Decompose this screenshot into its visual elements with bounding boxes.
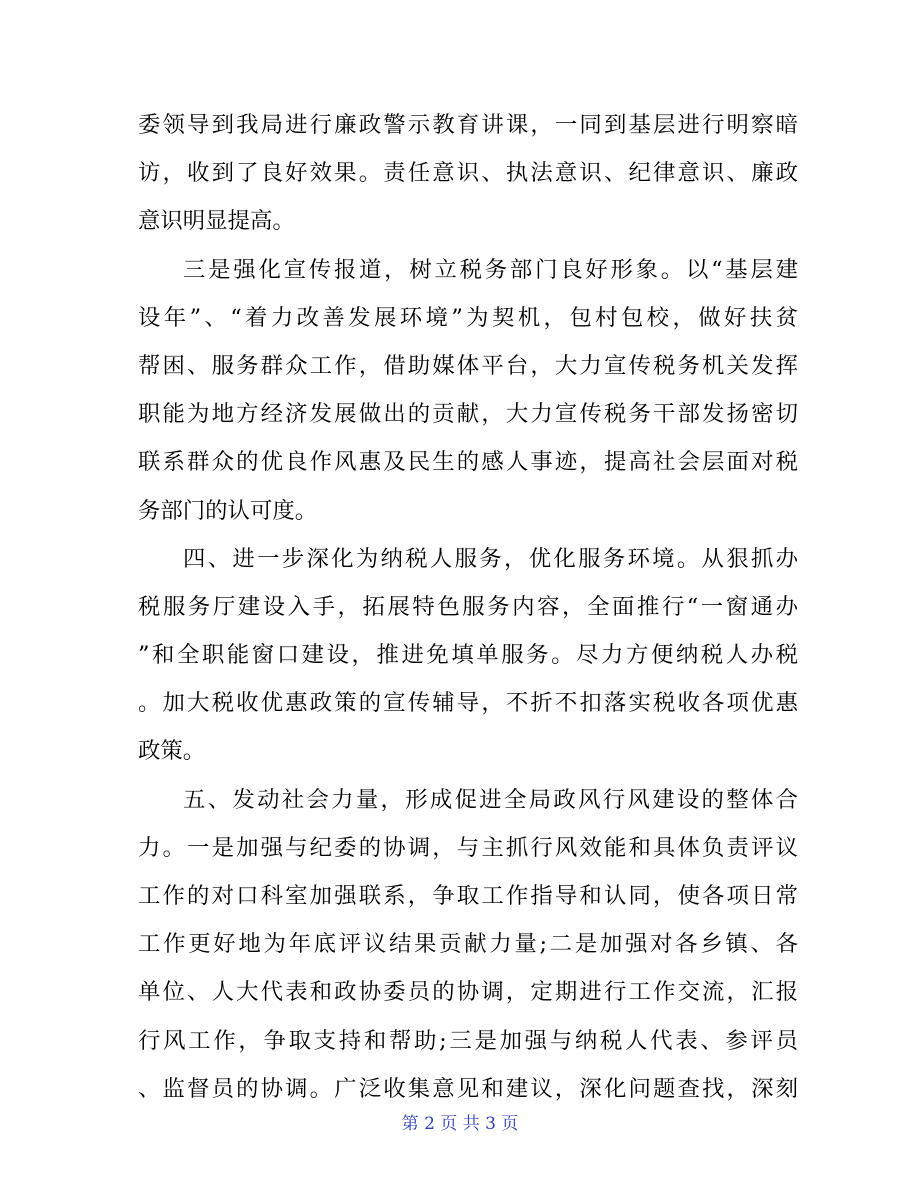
paragraph-third-publicity	[138, 246, 798, 535]
text-line: 政策。	[138, 738, 206, 765]
text-line: 职能为地方经济发展做出的贡献，大力宣传税务干部发扬密切	[138, 401, 798, 428]
text-line: 四、进一步深化为纳税人服务，优化服务环境。从狠抓办	[183, 545, 798, 572]
paragraph-continuation	[138, 101, 798, 246]
paragraph-four-taxpayer-service	[138, 535, 798, 776]
document-body	[138, 101, 798, 1113]
text-line: 力。一是加强与纪委的协调，与主抓行风效能和具体负责评议	[138, 834, 798, 861]
text-line: 访，收到了良好效果。责任意识、执法意识、纪律意识、廉政	[138, 160, 798, 187]
text-line: 工作更好地为年底评议结果贡献力量;二是加强对各乡镇、各	[138, 931, 798, 958]
text-line: 帮困、服务群众工作，借助媒体平台，大力宣传税务机关发挥	[138, 352, 798, 379]
text-line: ”和全职能窗口建设，推进免填单服务。尽力方便纳税人办税	[138, 642, 798, 669]
text-line: 务部门的认可度。	[138, 497, 318, 524]
text-line: 委领导到我局进行廉政警示教育讲课，一同到基层进行明察暗	[138, 112, 798, 138]
text-line: 单位、人大代表和政协委员的协调，定期进行工作交流，汇报	[138, 979, 798, 1006]
text-line: 五、发动社会力量，形成促进全局政风行风建设的整体合	[183, 786, 798, 813]
text-line: 设年”、“着力改善发展环境”为契机，包村包校，做好扶贫	[138, 304, 798, 331]
text-line: 工作的对口科室加强联系，争取工作指导和认同，使各项日常	[138, 883, 798, 909]
text-line: 意识明显提高。	[138, 208, 295, 235]
text-line: 行风工作，争取支持和帮助;三是加强与纳税人代表、参评员	[138, 1027, 798, 1054]
paragraph-five-social-forces	[138, 776, 798, 1113]
text-line: 。加大税收优惠政策的宣传辅导，不折不扣落实税收各项优惠	[138, 690, 798, 717]
text-line: 联系群众的优良作风惠及民生的感人事迹，提高社会层面对税	[138, 449, 798, 476]
text-line: 税服务厅建设入手，拓展特色服务内容，全面推行“一窗通办	[138, 593, 798, 620]
text-line: 、监督员的协调。广泛收集意见和建议，深化问题查找，深刻	[138, 1075, 798, 1102]
text-line: 三是强化宣传报道，树立税务部门良好形象。以“基层建	[183, 256, 798, 283]
page-number-footer: 第 2 页 共 3 页	[401, 1114, 519, 1134]
